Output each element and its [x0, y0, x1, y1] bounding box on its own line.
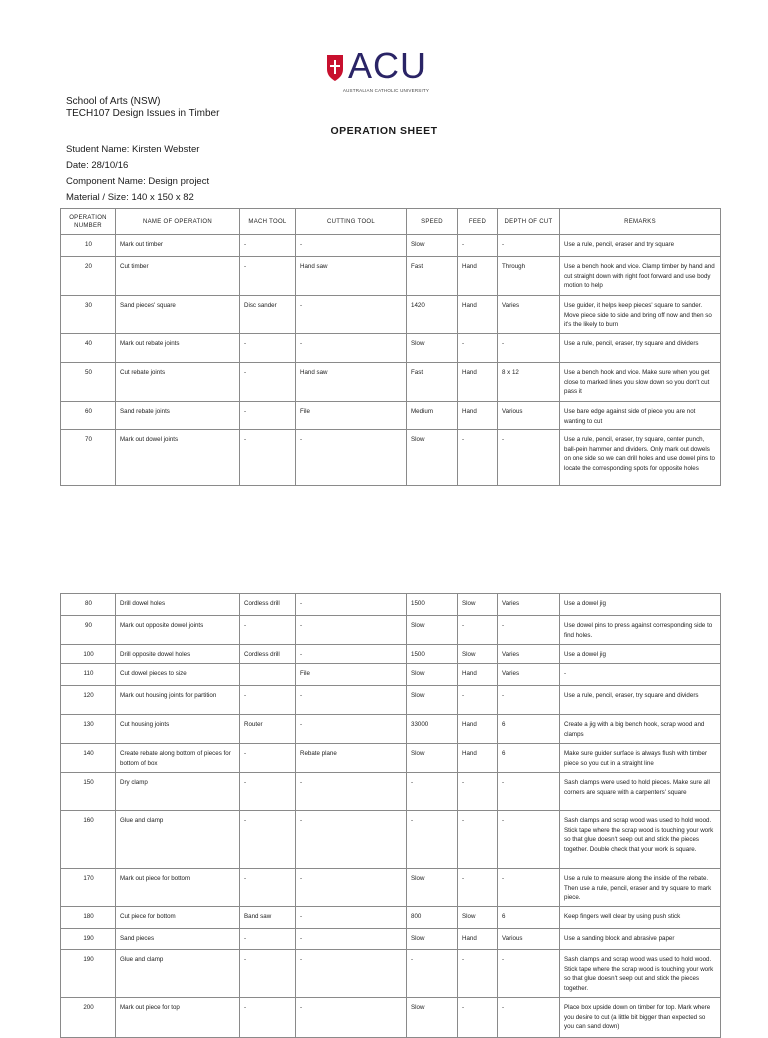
- cell-remarks: Use a bench hook and vice. Clamp timber by hand and cut straight down with right foot forward and use body motion to help: [560, 257, 721, 296]
- cell-mach-tool: Cordless drill: [240, 645, 296, 664]
- col-header: OPERATION NUMBER: [61, 209, 116, 235]
- cell-remarks: -: [560, 664, 721, 686]
- cell-operation-number: 20: [61, 257, 116, 296]
- cell-operation-name: Create rebate along bottom of pieces for bottom of box: [116, 744, 240, 773]
- cell-feed: Hand: [458, 296, 498, 334]
- cell-cutting-tool: Hand saw: [296, 257, 407, 296]
- table-row: [61, 869, 721, 907]
- cell-operation-name: Mark out housing joints for partition: [116, 686, 240, 715]
- cell-feed: -: [458, 950, 498, 998]
- cell-feed: -: [458, 235, 498, 257]
- student-name: Student Name: Kirsten Webster: [66, 144, 200, 155]
- cell-feed: -: [458, 998, 498, 1038]
- cell-remarks: Sash clamps were used to hold pieces. Make sure all corners are square with a carpenters' square: [560, 773, 721, 811]
- cell-remarks: Place box upside down on timber for top. Mark where you desire to cut (a little bit bigger than expected so you can sand down): [560, 998, 721, 1038]
- cell-speed: Slow: [407, 334, 458, 363]
- cell-speed: -: [407, 811, 458, 869]
- cell-feed: -: [458, 616, 498, 645]
- cell-cutting-tool: -: [296, 430, 407, 486]
- operation-table-2: [60, 593, 721, 1038]
- cell-remarks: Make sure guider surface is always flush with timber piece so you cut in a straight line: [560, 744, 721, 773]
- cell-cutting-tool: -: [296, 869, 407, 907]
- cell-cutting-tool: -: [296, 811, 407, 869]
- cell-remarks: Use a rule, pencil, eraser, try square and dividers: [560, 686, 721, 715]
- cell-operation-number: 140: [61, 744, 116, 773]
- cell-mach-tool: [240, 664, 296, 686]
- cell-cutting-tool: -: [296, 929, 407, 950]
- cell-speed: Slow: [407, 998, 458, 1038]
- cell-mach-tool: -: [240, 363, 296, 402]
- cell-remarks: Use a sanding block and abrasive paper: [560, 929, 721, 950]
- cell-speed: Slow: [407, 744, 458, 773]
- cell-feed: Hand: [458, 664, 498, 686]
- table-row: [61, 950, 721, 998]
- cell-feed: Hand: [458, 715, 498, 744]
- cell-mach-tool: Cordless drill: [240, 594, 296, 616]
- cell-cutting-tool: File: [296, 402, 407, 430]
- cell-operation-number: 100: [61, 645, 116, 664]
- cell-speed: 1500: [407, 645, 458, 664]
- cell-cutting-tool: Hand saw: [296, 363, 407, 402]
- cell-mach-tool: -: [240, 402, 296, 430]
- material-size: Material / Size: 140 x 150 x 82: [66, 192, 194, 203]
- cell-mach-tool: -: [240, 334, 296, 363]
- table-row: [61, 907, 721, 929]
- cell-cutting-tool: -: [296, 594, 407, 616]
- cell-speed: Slow: [407, 869, 458, 907]
- operation-table-1: [60, 208, 721, 486]
- cell-operation-name: Cut piece for bottom: [116, 907, 240, 929]
- col-header: DEPTH OF CUT: [498, 209, 560, 235]
- cell-remarks: Use dowel pins to press against corresponding side to find holes.: [560, 616, 721, 645]
- table-row: [61, 616, 721, 645]
- acu-logo: [326, 45, 446, 98]
- cell-depth-of-cut: Varies: [498, 664, 560, 686]
- cell-remarks: Use bare edge against side of piece you are not wanting to cut: [560, 402, 721, 430]
- cell-feed: -: [458, 869, 498, 907]
- cell-mach-tool: -: [240, 929, 296, 950]
- cell-depth-of-cut: 6: [498, 744, 560, 773]
- cell-feed: -: [458, 334, 498, 363]
- cell-cutting-tool: -: [296, 950, 407, 998]
- cell-operation-number: 130: [61, 715, 116, 744]
- cell-depth-of-cut: -: [498, 430, 560, 486]
- cell-depth-of-cut: -: [498, 998, 560, 1038]
- cell-cutting-tool: -: [296, 334, 407, 363]
- cell-depth-of-cut: 6: [498, 715, 560, 744]
- cell-operation-number: 80: [61, 594, 116, 616]
- cell-feed: Hand: [458, 402, 498, 430]
- page-title: OPERATION SHEET: [330, 125, 438, 137]
- cell-feed: Hand: [458, 929, 498, 950]
- cell-mach-tool: -: [240, 616, 296, 645]
- cell-mach-tool: -: [240, 811, 296, 869]
- cell-operation-name: Dry clamp: [116, 773, 240, 811]
- cell-depth-of-cut: Varies: [498, 296, 560, 334]
- cell-speed: Slow: [407, 664, 458, 686]
- cell-operation-name: Cut rebate joints: [116, 363, 240, 402]
- table-row: [61, 594, 721, 616]
- cell-operation-number: 150: [61, 773, 116, 811]
- cell-mach-tool: -: [240, 686, 296, 715]
- cell-feed: Hand: [458, 744, 498, 773]
- cell-remarks: Use a rule, pencil, eraser, try square and dividers: [560, 334, 721, 363]
- cell-feed: -: [458, 811, 498, 869]
- cell-mach-tool: -: [240, 744, 296, 773]
- cell-speed: Slow: [407, 929, 458, 950]
- table-row: [61, 929, 721, 950]
- cell-speed: Slow: [407, 235, 458, 257]
- cell-operation-number: 110: [61, 664, 116, 686]
- cell-speed: Slow: [407, 686, 458, 715]
- cell-feed: Slow: [458, 907, 498, 929]
- cell-depth-of-cut: -: [498, 773, 560, 811]
- logo-wordmark: ACU: [348, 45, 428, 86]
- cell-depth-of-cut: -: [498, 235, 560, 257]
- cell-operation-name: Cut dowel pieces to size: [116, 664, 240, 686]
- cell-operation-name: Cut timber: [116, 257, 240, 296]
- cell-depth-of-cut: Varies: [498, 645, 560, 664]
- cell-speed: Slow: [407, 430, 458, 486]
- cell-mach-tool: -: [240, 773, 296, 811]
- cell-depth-of-cut: -: [498, 869, 560, 907]
- cell-depth-of-cut: -: [498, 616, 560, 645]
- cell-operation-name: Drill opposite dowel holes: [116, 645, 240, 664]
- cell-speed: Fast: [407, 363, 458, 402]
- cell-operation-name: Drill dowel holes: [116, 594, 240, 616]
- cell-operation-number: 190: [61, 950, 116, 998]
- cell-mach-tool: -: [240, 235, 296, 257]
- cell-operation-number: 120: [61, 686, 116, 715]
- cell-cutting-tool: -: [296, 686, 407, 715]
- cell-operation-name: Mark out opposite dowel joints: [116, 616, 240, 645]
- cell-depth-of-cut: 8 x 12: [498, 363, 560, 402]
- cell-operation-number: 200: [61, 998, 116, 1038]
- cell-speed: Slow: [407, 616, 458, 645]
- table-row: [61, 363, 721, 402]
- table-row: [61, 715, 721, 744]
- cell-feed: Hand: [458, 363, 498, 402]
- cell-remarks: Sash clamps and scrap wood was used to hold wood. Stick tape where the scrap wood is touching your work so that glue doesn't seep out and stick the pieces together. Double check that your work is square.: [560, 811, 721, 869]
- cell-cutting-tool: -: [296, 773, 407, 811]
- cell-cutting-tool: Rebate plane: [296, 744, 407, 773]
- cell-remarks: Use a dowel jig: [560, 645, 721, 664]
- cell-operation-number: 10: [61, 235, 116, 257]
- cell-depth-of-cut: -: [498, 686, 560, 715]
- cell-operation-name: Sand pieces: [116, 929, 240, 950]
- table-row: [61, 430, 721, 486]
- course-name: TECH107 Design Issues in Timber: [66, 108, 220, 119]
- cell-cutting-tool: -: [296, 235, 407, 257]
- table-row: [61, 235, 721, 257]
- cell-operation-number: 70: [61, 430, 116, 486]
- table-row: [61, 645, 721, 664]
- cell-mach-tool: Disc sander: [240, 296, 296, 334]
- date: Date: 28/10/16: [66, 160, 129, 171]
- cell-remarks: Use a bench hook and vice. Make sure when you get close to marked lines you slow down so you don't cut pass it: [560, 363, 721, 402]
- cell-remarks: Use a rule, pencil, eraser, try square, center punch, ball-pein hammer and dividers. Only mark out dowels on one side so we can drill holes and use dowel pins to locate the corresponding spots for opposite holes: [560, 430, 721, 486]
- cell-speed: Medium: [407, 402, 458, 430]
- cell-feed: Slow: [458, 645, 498, 664]
- cell-operation-number: 180: [61, 907, 116, 929]
- logo-subtitle: AUSTRALIAN CATHOLIC UNIVERSITY: [342, 88, 430, 93]
- cell-operation-name: Glue and clamp: [116, 811, 240, 869]
- cell-operation-number: 170: [61, 869, 116, 907]
- cell-speed: -: [407, 950, 458, 998]
- cell-mach-tool: -: [240, 998, 296, 1038]
- cell-cutting-tool: -: [296, 645, 407, 664]
- cell-depth-of-cut: Various: [498, 929, 560, 950]
- cell-speed: 1420: [407, 296, 458, 334]
- col-header: FEED: [458, 209, 498, 235]
- table-row: [61, 296, 721, 334]
- cell-remarks: Use a rule to measure along the inside of the rebate. Then use a rule, pencil, eraser and try square to mark piece.: [560, 869, 721, 907]
- col-header: CUTTING TOOL: [296, 209, 407, 235]
- cell-speed: 800: [407, 907, 458, 929]
- cell-remarks: Sash clamps and scrap wood was used to hold wood. Stick tape where the scrap wood is touching your work so that glue doesn't seep out and stick the pieces together.: [560, 950, 721, 998]
- table-body: [61, 594, 721, 1038]
- table-row: [61, 664, 721, 686]
- table-body: [61, 235, 721, 486]
- cell-operation-name: Mark out piece for top: [116, 998, 240, 1038]
- cell-remarks: Use guider, it helps keep pieces' square to sander. Move piece side to side and bring off now and then so it's the likely to burn: [560, 296, 721, 334]
- cell-remarks: Use a dowel jig: [560, 594, 721, 616]
- cell-operation-name: Glue and clamp: [116, 950, 240, 998]
- cell-remarks: Create a jig with a big bench hook, scrap wood and clamps: [560, 715, 721, 744]
- cell-operation-number: 160: [61, 811, 116, 869]
- table-row: [61, 402, 721, 430]
- table-row: [61, 773, 721, 811]
- table-row: [61, 686, 721, 715]
- table-row: [61, 334, 721, 363]
- col-header: MACH TOOL: [240, 209, 296, 235]
- cell-cutting-tool: -: [296, 998, 407, 1038]
- col-header: REMARKS: [560, 209, 721, 235]
- cell-mach-tool: -: [240, 950, 296, 998]
- table-row: [61, 744, 721, 773]
- cell-feed: -: [458, 430, 498, 486]
- cell-cutting-tool: File: [296, 664, 407, 686]
- cell-depth-of-cut: 6: [498, 907, 560, 929]
- cell-feed: -: [458, 686, 498, 715]
- cell-depth-of-cut: Various: [498, 402, 560, 430]
- cell-feed: Hand: [458, 257, 498, 296]
- cell-operation-number: 60: [61, 402, 116, 430]
- cell-operation-number: 30: [61, 296, 116, 334]
- cell-cutting-tool: -: [296, 907, 407, 929]
- school-block: [66, 96, 219, 120]
- cell-speed: Fast: [407, 257, 458, 296]
- school-name: School of Arts (NSW): [66, 96, 161, 107]
- cell-feed: -: [458, 773, 498, 811]
- cell-mach-tool: Band saw: [240, 907, 296, 929]
- cell-cutting-tool: -: [296, 715, 407, 744]
- cell-operation-number: 40: [61, 334, 116, 363]
- cell-mach-tool: Router: [240, 715, 296, 744]
- cell-speed: 1500: [407, 594, 458, 616]
- cell-depth-of-cut: Through: [498, 257, 560, 296]
- cell-speed: -: [407, 773, 458, 811]
- cell-depth-of-cut: Varies: [498, 594, 560, 616]
- cell-operation-name: Mark out rebate joints: [116, 334, 240, 363]
- col-header: SPEED: [407, 209, 458, 235]
- table-row: [61, 811, 721, 869]
- cell-operation-name: Cut housing joints: [116, 715, 240, 744]
- cell-speed: 33000: [407, 715, 458, 744]
- cell-depth-of-cut: -: [498, 334, 560, 363]
- cell-depth-of-cut: -: [498, 950, 560, 998]
- cell-depth-of-cut: -: [498, 811, 560, 869]
- cell-operation-name: Mark out piece for bottom: [116, 869, 240, 907]
- cell-operation-name: Sand rebate joints: [116, 402, 240, 430]
- cell-operation-name: Mark out timber: [116, 235, 240, 257]
- table-row: [61, 998, 721, 1038]
- cell-mach-tool: -: [240, 869, 296, 907]
- table-header-row: [61, 209, 721, 235]
- cell-remarks: Keep fingers well clear by using push stick: [560, 907, 721, 929]
- component-name: Component Name: Design project: [66, 176, 210, 187]
- cell-cutting-tool: -: [296, 616, 407, 645]
- cell-remarks: Use a rule, pencil, eraser and try square: [560, 235, 721, 257]
- table-row: [61, 257, 721, 296]
- cell-operation-name: Mark out dowel joints: [116, 430, 240, 486]
- cell-mach-tool: -: [240, 430, 296, 486]
- cell-mach-tool: -: [240, 257, 296, 296]
- cell-operation-number: 90: [61, 616, 116, 645]
- acu-shield-icon: [326, 54, 344, 82]
- col-header: NAME OF OPERATION: [116, 209, 240, 235]
- cell-operation-number: 50: [61, 363, 116, 402]
- cell-operation-name: Sand pieces' square: [116, 296, 240, 334]
- cell-feed: Slow: [458, 594, 498, 616]
- cell-operation-number: 190: [61, 929, 116, 950]
- cell-cutting-tool: -: [296, 296, 407, 334]
